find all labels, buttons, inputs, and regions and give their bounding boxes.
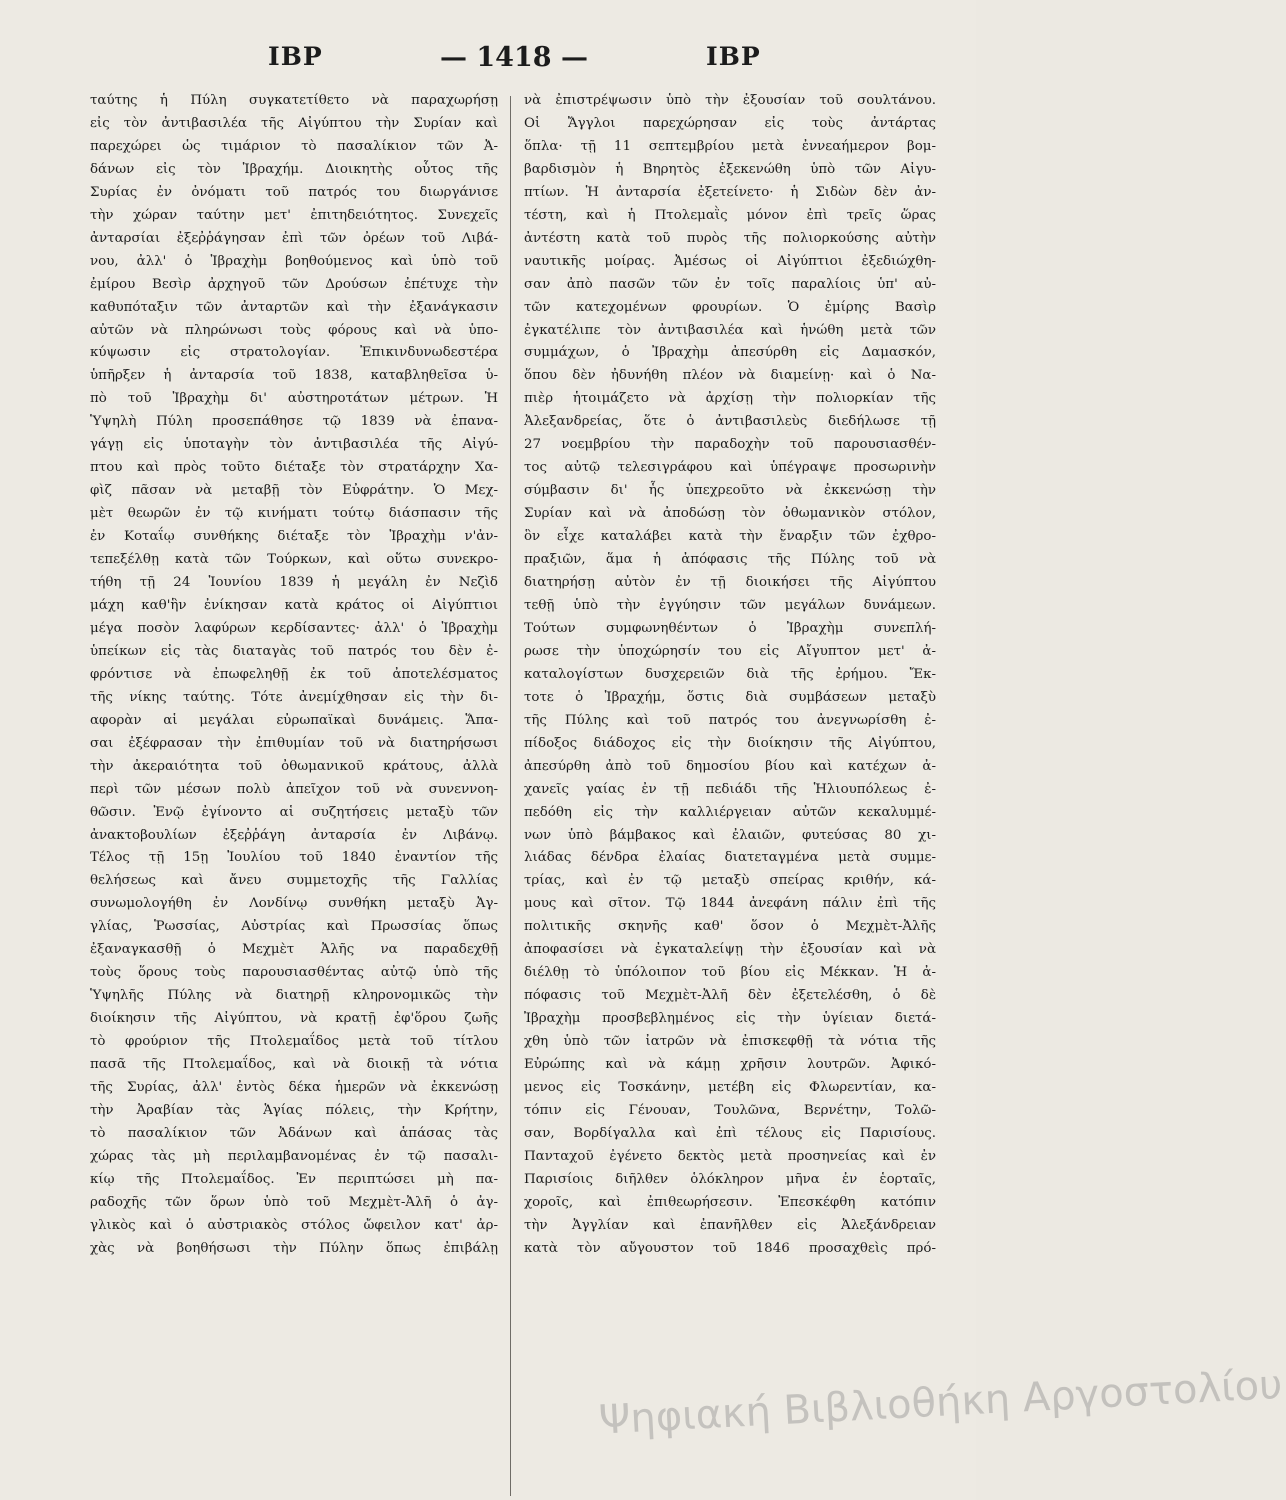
- text-line: σαν, Βορδίγαλλα καὶ ἐπὶ τέλους εἰς Παρισίους.: [524, 1125, 936, 1141]
- text-line: τος αὐτῷ τελεσιγράφου καὶ ὑπέγραψε προσωρινὴν: [524, 460, 936, 476]
- page-number: — 1418 —: [440, 42, 588, 73]
- text-line: πιὲρ ἡτοιμάζετο νὰ ἀρχίσῃ τὴν πολιορκίαν τῆς: [524, 391, 936, 407]
- text-line: τεπεξέλθῃ κατὰ τῶν Τούρκων, καὶ οὕτω συνεκρο-: [90, 552, 498, 568]
- text-line: τὴν Ἀραβίαν τὰς Ἁγίας πόλεις, τὴν Κρήτην,: [90, 1102, 498, 1118]
- text-line: εἰς τὸν ἀντιβασιλέα τῆς Αἰγύπτου τὴν Συρίαν καὶ: [90, 115, 498, 131]
- text-line: καθυπόταξιν τῶν ἀνταρτῶν καὶ τὴν ἐξανάγκασιν: [90, 299, 498, 315]
- text-line: ὑπῆρξεν ἡ ἀνταρσία τοῦ 1838, καταβληθεῖσα ὑ-: [90, 368, 498, 384]
- text-line: ἐμίρου Βεσὶρ ἀρχηγοῦ τῶν Δρούσων ἐπέτυχε τὴν: [90, 276, 498, 292]
- text-line: πὸ τοῦ Ἰβραχὴμ δι' αὐστηροτάτων μέτρων. Ἡ: [90, 391, 498, 407]
- text-line: ἀνταρσίαι ἐξεῤῥάγησαν ἐπὶ τῶν ὀρέων τοῦ Λιβά-: [90, 230, 498, 246]
- text-line: τῆς νίκης ταύτης. Τότε ἀνεμίχθησαν εἰς τὴν δι-: [90, 689, 498, 705]
- text-line: Τέλος τῇ 15ῃ Ἰουλίου τοῦ 1840 ἐναντίον τῆς: [90, 850, 498, 866]
- text-line: ἀποφασίσει νὰ ἐγκαταλείψῃ τὴν ἐξουσίαν καὶ νὰ: [524, 942, 936, 958]
- text-line: πτου καὶ πρὸς τοῦτο διέταξε τὸν στρατάρχην Χα-: [90, 460, 498, 476]
- text-line: πτίων. Ἡ ἀνταρσία ἐξετείνετο· ἡ Σιδὼν δὲν ἀν-: [524, 184, 936, 200]
- text-line: φὶζ πᾶσαν νὰ μεταβῇ τὸν Εὐφράτην. Ὁ Μεχ-: [90, 483, 498, 499]
- text-line: ἀπεσύρθη ἀπὸ τοῦ δημοσίου βίου καὶ κατέχων ἀ-: [524, 758, 936, 774]
- text-line: περὶ τῶν μέσων πολὺ ἀπεῖχον τοῦ νὰ συνεννοη-: [90, 781, 498, 797]
- text-line: τέστη, καὶ ἡ Πτολεμαῒς μόνον ἐπὶ τρεῖς ὥρας: [524, 207, 936, 223]
- text-line: κύψωσιν εἰς στρατολογίαν. Ἐπικινδυνωδεστέρα: [90, 345, 498, 361]
- text-line: τὴν Ἀγγλίαν καὶ ἐπανῆλθεν εἰς Ἀλεξάνδρειαν: [524, 1217, 936, 1233]
- text-line: Ὑψηλὴ Πύλη προσεπάθησε τῷ 1839 νὰ ἐπανα-: [90, 414, 498, 430]
- text-line: Εὐρώπης καὶ νὰ κάμῃ χρῆσιν λουτρῶν. Ἀφικό-: [524, 1057, 936, 1073]
- text-line: ταύτης ἡ Πύλη συγκατετίθετο νὰ παραχωρήσῃ: [90, 93, 498, 108]
- text-line: ρωσε τὴν ὑποχώρησίν του εἰς Αἴγυπτον μετ' ἀ-: [524, 643, 936, 659]
- text-line: Τούτων συμφωνηθέντων ὁ Ἰβραχὴμ συνεπλή-: [524, 620, 936, 636]
- text-line: γλικὸς καὶ ὁ αὐστριακὸς στόλος ὤφειλον κατ' ἀρ-: [90, 1217, 498, 1233]
- text-line: χὰς νὰ βοηθήσωσι τὴν Πύλην ὅπως ἐπιβάλῃ: [90, 1240, 498, 1256]
- text-line: ἐξαναγκασθῇ ὁ Μεχμὲτ Ἀλῆς να παραδεχθῇ: [90, 942, 498, 958]
- text-line: μὲτ θεωρῶν ἐν τῷ κινήματι τούτῳ διάσπασιν τῆς: [90, 506, 498, 522]
- text-line: θελήσεως καὶ ἄνευ συμμετοχῆς τῆς Γαλλίας: [90, 873, 498, 889]
- text-line: βαρδισμὸν ἡ Βηρητὸς ἐξεκενώθη ὑπὸ τῶν Αἰγυ-: [524, 161, 936, 177]
- text-line: τὸ φρούριον τῆς Πτολεμαΐδος μετὰ τοῦ τίτλου: [90, 1034, 498, 1050]
- text-line: συμμάχων, ὁ Ἰβραχὴμ ἀπεσύρθη εἰς Δαμασκόν,: [524, 345, 936, 361]
- text-line: κατὰ τὸν αὔγουστον τοῦ 1846 προσαχθεὶς πρό-: [524, 1240, 936, 1256]
- text-line: χθη ὑπὸ τῶν ἰατρῶν νὰ ἐπισκεφθῇ τὰ νότια τῆς: [524, 1034, 936, 1050]
- text-line: σύμβασιν δι' ἧς ὑπεχρεοῦτο νὰ ἐκκενώσῃ τὴν: [524, 483, 936, 499]
- text-line: καταλογίστων δυσχερειῶν διὰ τῆς ἐρήμου. Ἔκ-: [524, 666, 936, 682]
- text-line: τήθη τῇ 24 Ἰουνίου 1839 ἡ μεγάλη ἐν Νεζὶδ: [90, 575, 498, 591]
- text-line: Πανταχοῦ ἐγένετο δεκτὸς μετὰ προσηνείας καὶ ἐν: [524, 1148, 936, 1164]
- text-line: αὐτῶν νὰ πληρώνωσι τοὺς φόρους καὶ νὰ ὑπο-: [90, 322, 498, 338]
- text-line: ὅπλα· τῇ 11 σεπτεμβρίου μετὰ ἐννεαήμερον βομ-: [524, 138, 936, 154]
- text-line: πεδόθη εἰς τὴν καλλιέργειαν αὐτῶν κεκαλυμμέ-: [524, 804, 936, 820]
- text-line: χώρας τὰς μὴ περιλαμβανομένας ἐν τῷ πασαλι-: [90, 1148, 498, 1164]
- text-line: ἀνακτοβουλίων ἐξεῤῥάγη ἀνταρσία ἐν Λιβάνῳ.: [90, 827, 498, 843]
- text-line: τῶν κατεχομένων φρουρίων. Ὁ ἐμίρης Βασὶρ: [524, 299, 936, 315]
- text-line: νὰ ἐπιστρέψωσιν ὑπὸ τὴν ἐξουσίαν τοῦ σουλτάνου.: [524, 93, 936, 108]
- text-line: ἀντέστη κατὰ τοῦ πυρὸς τῆς πολιορκούσης αὐτὴν: [524, 230, 936, 246]
- text-line: ὃν εἶχε καταλάβει κατὰ τὴν ἔναρξιν τῶν ἐχθρο-: [524, 529, 936, 545]
- text-line: τῆς Συρίας, ἀλλ' ἐντὸς δέκα ἡμερῶν νὰ ἐκκενώσῃ: [90, 1079, 498, 1095]
- text-line: Συρίας ἐν ὀνόματι τοῦ πατρός του διωργάνισε: [90, 184, 498, 200]
- text-line: ὅπου δὲν ἠδυνήθη πλέον νὰ διαμείνῃ· καὶ ὁ Να-: [524, 368, 936, 384]
- text-line: πίδοξος διάδοχος εἰς τὴν διοίκησιν τῆς Αἰγύπτου,: [524, 735, 936, 751]
- text-line: ραδοχῆς τῶν ὅρων ὑπὸ τοῦ Μεχμὲτ-Ἀλῆ ὁ ἀγ-: [90, 1194, 498, 1210]
- text-line: σαν ἀπὸ πασῶν τῶν ἐν τοῖς παραλίοις ὑπ' αὐ-: [524, 276, 936, 292]
- text-line: μέγα ποσὸν λαφύρων κερδίσαντες· ἀλλ' ὁ Ἰβραχὴμ: [90, 620, 498, 636]
- text-line: λιάδας δένδρα ἐλαίας διατεταγμένα μετὰ συμμε-: [524, 850, 936, 866]
- text-line: Ὑψηλῆς Πύλης νὰ διατηρῇ κληρονομικῶς τὴν: [90, 988, 498, 1004]
- right-text-column: [524, 90, 936, 1261]
- text-line: Ἰβραχὴμ προσβεβλημένος εἰς τὴν ὑγίειαν διετά-: [524, 1011, 936, 1027]
- text-line: διοίκησιν τῆς Αἰγύπτου, νὰ κρατῇ ἐφ'ὅρου ζωῆς: [90, 1011, 498, 1027]
- text-line: χανεῖς γαίας ἐν τῇ πεδιάδι τῆς Ἡλιουπόλεως ἐ-: [524, 781, 936, 797]
- text-line: μους καὶ σῖτον. Τῷ 1844 ἀνεφάνη πάλιν ἐπὶ τῆς: [524, 896, 936, 912]
- text-line: τεθῇ ὑπὸ τὴν ἐγγύησιν τῶν μεγάλων δυνάμεων.: [524, 597, 936, 613]
- text-line: θῶσιν. Ἐνῷ ἐγίνοντο αἱ συζητήσεις μεταξὺ τῶν: [90, 804, 498, 820]
- text-line: πολιτικῆς σκηνῆς καθ' ὅσον ὁ Μεχμὲτ-Ἀλῆς: [524, 919, 936, 935]
- text-line: Συρίαν καὶ νὰ ἀποδώσῃ τὸν ὀθωμανικὸν στόλον,: [524, 506, 936, 522]
- text-line: τῆς Πύλης καὶ τοῦ πατρός του ἀνεγνωρίσθη ἐ-: [524, 712, 936, 728]
- text-line: διέλθῃ τὸ ὑπόλοιπον τοῦ βίου εἰς Μέκκαν. Ἡ ἀ-: [524, 965, 936, 981]
- text-line: τρίας, καὶ ἐν τῷ μεταξὺ σπείρας κριθήν, κά-: [524, 873, 936, 889]
- text-line: 27 νοεμβρίου τὴν παραδοχὴν τοῦ παρουσιασθέν-: [524, 437, 936, 453]
- text-line: γλίας, Ῥωσσίας, Αὐστρίας καὶ Πρωσσίας ὅπως: [90, 919, 498, 935]
- text-line: Ἀλεξανδρείας, ὅτε ὁ ἀντιβασιλεὺς διεδήλωσε τῇ: [524, 414, 936, 430]
- left-text-column: [90, 90, 498, 1261]
- text-line: ἐγκατέλιπε τὸν ἀντιβασιλέα καὶ ἡνώθη μετὰ τῶν: [524, 322, 936, 338]
- text-line: μενος εἰς Τοσκάνην, μετέβη εἰς Φλωρεντίαν, κα-: [524, 1079, 936, 1095]
- text-line: τοτε ὁ Ἰβραχήμ, ὅστις διὰ συμβάσεων μεταξὺ: [524, 689, 936, 705]
- text-line: ἐν Κοταΐῳ συνθήκης διέταξε τὸν Ἰβραχὴμ ν'ἀν-: [90, 529, 498, 545]
- text-line: πασᾶ τῆς Πτολεμαΐδος, καὶ νὰ διοικῇ τὰ νότια: [90, 1057, 498, 1073]
- text-line: φρόντισε νὰ ἐπωφεληθῇ ἐκ τοῦ ἀποτελέσματος: [90, 666, 498, 682]
- header-right-title: ΙΒΡ: [706, 42, 761, 71]
- column-divider: [510, 96, 511, 1496]
- text-line: γάγῃ εἰς ὑποταγὴν τὸν ἀντιβασιλέα τῆς Αἰγύ-: [90, 437, 498, 453]
- text-line: σαι ἐξέφρασαν τὴν ἐπιθυμίαν τοῦ νὰ διατηρήσωσι: [90, 735, 498, 751]
- text-line: τὴν ἀκεραιότητα τοῦ ὀθωμανικοῦ κράτους, ἀλλὰ: [90, 758, 498, 774]
- text-line: πραξιῶν, ἅμα ἡ ἀπόφασις τῆς Πύλης τοῦ νὰ: [524, 552, 936, 568]
- text-line: Παρισίοις διῆλθεν ὁλόκληρον μῆνα ἐν ἑορταῖς,: [524, 1171, 936, 1187]
- text-line: Οἱ Ἄγγλοι παρεχώρησαν εἰς τοὺς ἀντάρτας: [524, 115, 936, 131]
- text-line: αφορὰν αἱ μεγάλαι εὐρωπαϊκαὶ δυνάμεις. Ἅπα-: [90, 712, 498, 728]
- text-line: κίῳ τῆς Πτολεμαΐδος. Ἐν περιπτώσει μὴ πα-: [90, 1171, 498, 1187]
- text-line: μάχη καθ'ἣν ἐνίκησαν κατὰ κράτος οἱ Αἰγύπτιοι: [90, 597, 498, 613]
- text-line: τὸ πασαλίκιον τῶν Ἀδάνων καὶ ἁπάσας τὰς: [90, 1125, 498, 1141]
- text-line: νου, ἀλλ' ὁ Ἰβραχὴμ βοηθούμενος καὶ ὑπὸ τοῦ: [90, 253, 498, 269]
- page-header: [0, 42, 976, 82]
- text-line: χοροῖς, καὶ ἐπιθεωρήσεσιν. Ἐπεσκέφθη κατόπιν: [524, 1194, 936, 1210]
- text-line: ναυτικῆς μοίρας. Ἀμέσως οἱ Αἰγύπτιοι ἐξεδιώχθη-: [524, 253, 936, 269]
- library-watermark: Ψηφιακή Βιβλιοθήκη Αργοστολίου: [597, 1361, 1284, 1444]
- text-line: τοὺς ὅρους τοὺς παρουσιασθέντας αὐτῷ ὑπὸ τῆς: [90, 965, 498, 981]
- header-left-title: ΙΒΡ: [268, 42, 323, 71]
- text-line: συνωμολογήθη ἐν Λονδίνῳ συνθήκη μεταξὺ Ἀγ-: [90, 896, 498, 912]
- text-line: τὴν χώραν ταύτην μετ' ἐπιτηδειότητος. Συνεχεῖς: [90, 207, 498, 223]
- text-line: παρεχώρει ὡς τιμάριον τὸ πασαλίκιον τῶν Ἀ-: [90, 138, 498, 154]
- text-line: νων ὑπὸ βάμβακος καὶ ἐλαιῶν, φυτεύσας 80 χι-: [524, 827, 936, 843]
- text-line: διατηρήσῃ αὐτὸν ἐν τῇ διοικήσει τῆς Αἰγύπτου: [524, 575, 936, 591]
- text-line: τόπιν εἰς Γένουαν, Τουλῶνα, Βερνέτην, Τολῶ-: [524, 1102, 936, 1118]
- text-line: πόφασις τοῦ Μεχμὲτ-Ἀλῆ δὲν ἐξετελέσθη, ὁ δὲ: [524, 988, 936, 1004]
- text-line: ὑπείκων εἰς τὰς διαταγὰς τοῦ πατρός του δὲν ἐ-: [90, 643, 498, 659]
- text-line: δάνων εἰς τὸν Ἰβραχήμ. Διοικητὴς οὗτος τῆς: [90, 161, 498, 177]
